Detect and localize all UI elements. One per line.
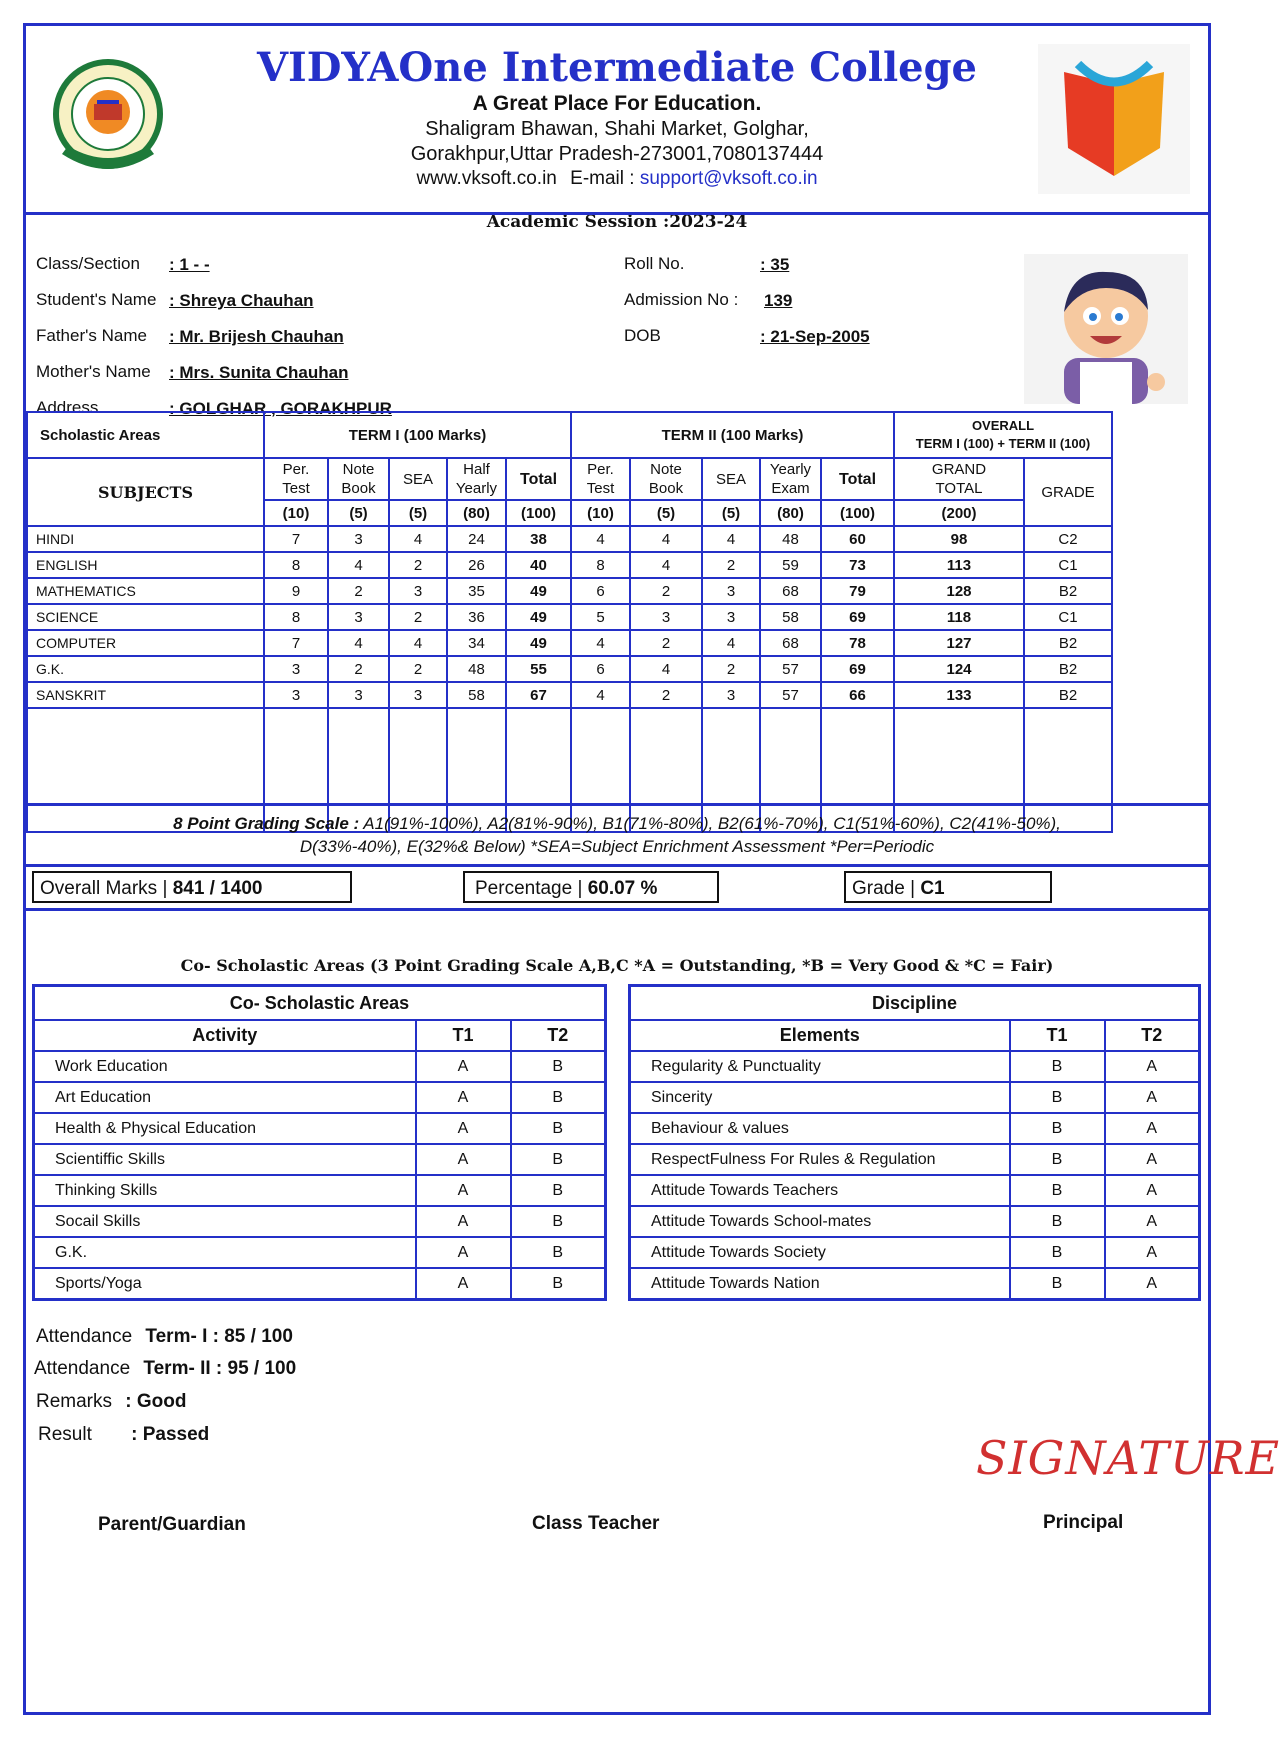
co-scholastic-t1-grade: A [416, 1175, 511, 1206]
term1-mark: 3 [328, 526, 389, 552]
term1-col-header [447, 458, 506, 500]
co-scholastic-t2-grade: B [511, 1175, 606, 1206]
table-row [27, 526, 1112, 552]
discipline-table [628, 984, 1201, 1301]
table-row [34, 1237, 606, 1268]
max-marks: (10) [264, 500, 328, 526]
term1-col-header [264, 458, 328, 500]
result-value: : Passed [131, 1424, 210, 1445]
co-scholastic-t2-grade: B [511, 1144, 606, 1175]
header-line: Note [342, 461, 375, 478]
header-line: Exam [771, 480, 810, 497]
discipline-t2-grade: A [1105, 1144, 1200, 1175]
discipline-t1-header: T1 [1010, 1020, 1105, 1051]
academic-session: Academic Session :2023-24 [486, 212, 748, 232]
discipline-header-row [630, 1020, 1200, 1051]
header-line: Half [463, 461, 490, 478]
term2-col-header: Total [821, 458, 894, 500]
overall-marks-label: Overall Marks | [40, 878, 168, 899]
table-row [27, 604, 1112, 630]
college-name: VIDYAOne Intermediate College [256, 44, 978, 91]
grand-total: 113 [894, 552, 1024, 578]
header-line: Test [586, 480, 615, 497]
term2-mark: 58 [760, 604, 821, 630]
term1-mark: 8 [264, 552, 328, 578]
student-photo-avatar-icon [1024, 254, 1188, 404]
term1-mark: 35 [447, 578, 506, 604]
co-scholastic-item-name: G.K. [34, 1237, 416, 1268]
subject-name: MATHEMATICS [27, 578, 264, 604]
term2-mark: 4 [630, 552, 702, 578]
term1-mark: 7 [264, 630, 328, 656]
grand-total: 127 [894, 630, 1024, 656]
co-scholastic-name-header: Activity [34, 1020, 416, 1051]
scholastic-areas-header: Scholastic Areas [27, 412, 264, 458]
discipline-item-name: Behaviour & values [630, 1113, 1010, 1144]
co-scholastic-header-row [34, 1020, 606, 1051]
term1-mark: 9 [264, 578, 328, 604]
co-scholastic-title: Co- Scholastic Areas [34, 986, 606, 1021]
term2-mark: 6 [571, 578, 630, 604]
co-scholastic-item-name: Sports/Yoga [34, 1268, 416, 1300]
college-address-line2: Gorakhpur,Uttar Pradesh-273001,7080137444 [410, 143, 824, 165]
discipline-item-name: RespectFulness For Rules & Regulation [630, 1144, 1010, 1175]
header-line: Per. [587, 461, 614, 478]
class-value: : 1 - - [169, 255, 210, 274]
discipline-t1-grade: B [1010, 1144, 1105, 1175]
admission-label: Admission No : [624, 290, 739, 309]
header-line: TERM I (100) + TERM II (100) [915, 436, 1091, 451]
header [26, 26, 1208, 232]
discipline-t1-grade: B [1010, 1237, 1105, 1268]
term1-mark: 3 [264, 682, 328, 708]
admission-value: 139 [764, 291, 793, 310]
student-name-value: : Shreya Chauhan [169, 291, 314, 310]
term2-mark: 48 [760, 526, 821, 552]
table-row [630, 1051, 1200, 1082]
grand-total: 98 [894, 526, 1024, 552]
percentage-box [463, 871, 719, 903]
max-marks: (5) [630, 500, 702, 526]
table-row [34, 1144, 606, 1175]
max-marks: (5) [328, 500, 389, 526]
term1-mark: 3 [328, 604, 389, 630]
term1-mark: 2 [389, 552, 447, 578]
roll-value: : 35 [760, 255, 790, 274]
discipline-t1-grade: B [1010, 1113, 1105, 1144]
subjects-header: SUBJECTS [27, 458, 264, 526]
co-scholastic-t2-grade: B [511, 1082, 606, 1113]
term1-col-header [328, 458, 389, 500]
discipline-t2-grade: A [1105, 1268, 1200, 1300]
table-row [34, 1082, 606, 1113]
term2-mark: 68 [760, 578, 821, 604]
term2-col-header: SEA [702, 458, 760, 500]
address-label: Address [36, 398, 99, 417]
term2-mark: 6 [571, 656, 630, 682]
term1-mark: 48 [447, 656, 506, 682]
class-teacher-label: Class Teacher [532, 1513, 660, 1534]
term2-mark: 4 [630, 656, 702, 682]
max-marks: (100) [506, 500, 571, 526]
term2-mark: 78 [821, 630, 894, 656]
result [38, 1424, 209, 1446]
term1-mark: 2 [389, 656, 447, 682]
overall-header [894, 412, 1112, 458]
grade: B2 [1024, 578, 1112, 604]
term2-mark: 4 [702, 526, 760, 552]
co-scholastic-t2-grade: B [511, 1206, 606, 1237]
grade: C1 [1024, 552, 1112, 578]
term1-mark: 4 [328, 630, 389, 656]
table-row [27, 656, 1112, 682]
term2-mark: 57 [760, 656, 821, 682]
grand-total: 133 [894, 682, 1024, 708]
discipline-t1-grade: B [1010, 1268, 1105, 1300]
principal-label: Principal [1043, 1512, 1124, 1533]
subject-name: G.K. [27, 656, 264, 682]
grand-total: 128 [894, 578, 1024, 604]
website-link[interactable]: www.vksoft.co.in [416, 168, 557, 189]
table-row [34, 1051, 606, 1082]
max-marks: (80) [447, 500, 506, 526]
divider [26, 864, 1208, 867]
remarks [36, 1391, 187, 1413]
divider [26, 803, 1208, 806]
contact-line [26, 168, 1208, 190]
table-row [630, 1206, 1200, 1237]
term1-mark: 2 [328, 656, 389, 682]
percentage-value: 60.07 % [587, 878, 658, 899]
term1-mark: 34 [447, 630, 506, 656]
attendance-label: Attendance [34, 1358, 131, 1379]
table-row [27, 552, 1112, 578]
term1-mark: 24 [447, 526, 506, 552]
marks-column-row [27, 458, 1112, 500]
scholastic-marks-table [26, 411, 1113, 833]
co-scholastic-item-name: Thinking Skills [34, 1175, 416, 1206]
term2-mark: 2 [630, 630, 702, 656]
roll-label: Roll No. [624, 254, 685, 273]
term2-mark: 4 [702, 630, 760, 656]
max-marks: (10) [571, 500, 630, 526]
term1-mark: 3 [328, 682, 389, 708]
table-row [34, 1206, 606, 1237]
percentage-label: Percentage | [475, 878, 583, 899]
co-scholastic-title-row [34, 986, 606, 1021]
term2-mark: 3 [702, 604, 760, 630]
header-line: Yearly [455, 480, 498, 497]
email-link[interactable]: support@vksoft.co.in [639, 168, 818, 189]
discipline-t2-header: T2 [1105, 1020, 1200, 1051]
discipline-t1-grade: B [1010, 1082, 1105, 1113]
term2-mark: 3 [702, 682, 760, 708]
grade-header: GRADE [1024, 458, 1112, 526]
co-scholastic-t2-header: T2 [511, 1020, 606, 1051]
grand-max-marks: (200) [894, 500, 1024, 526]
table-row [27, 578, 1112, 604]
term2-mark: 57 [760, 682, 821, 708]
discipline-t2-grade: A [1105, 1175, 1200, 1206]
co-scholastic-t2-grade: B [511, 1051, 606, 1082]
term2-mark: 3 [630, 604, 702, 630]
header-line: Book [341, 480, 376, 497]
co-scholastic-t1-header: T1 [416, 1020, 511, 1051]
term2-mark: 2 [702, 656, 760, 682]
header-line: OVERALL [971, 418, 1035, 433]
email-label: E-mail : [570, 168, 635, 189]
discipline-item-name: Attitude Towards Society [630, 1237, 1010, 1268]
table-row [27, 630, 1112, 656]
co-scholastic-item-name: Work Education [34, 1051, 416, 1082]
grade: B2 [1024, 682, 1112, 708]
mother-name-label: Mother's Name [36, 362, 151, 381]
term1-mark: 8 [264, 604, 328, 630]
term1-mark: 49 [506, 630, 571, 656]
term1-mark: 55 [506, 656, 571, 682]
co-scholastic-item-name: Health & Physical Education [34, 1113, 416, 1144]
grand-total: 118 [894, 604, 1024, 630]
term2-header: TERM II (100 Marks) [571, 412, 894, 458]
dob-label: DOB [624, 326, 661, 345]
discipline-item-name: Attitude Towards Teachers [630, 1175, 1010, 1206]
term2-mark: 2 [702, 552, 760, 578]
term2-mark: 59 [760, 552, 821, 578]
table-row [34, 1268, 606, 1300]
co-scholastic-t2-grade: B [511, 1113, 606, 1144]
term2-mark: 68 [760, 630, 821, 656]
marks-header-row [27, 412, 1112, 458]
subject-name: ENGLISH [27, 552, 264, 578]
grading-scale-lead: 8 Point Grading Scale : [173, 814, 360, 833]
discipline-item-name: Sincerity [630, 1082, 1010, 1113]
attendance-term1 [36, 1326, 293, 1348]
header-line: Per. [282, 461, 310, 478]
term1-mark: 36 [447, 604, 506, 630]
table-row [630, 1113, 1200, 1144]
co-scholastic-t1-grade: A [416, 1082, 511, 1113]
table-row [34, 1113, 606, 1144]
table-row [630, 1237, 1200, 1268]
term2-mark: 5 [571, 604, 630, 630]
term2-mark: 60 [821, 526, 894, 552]
term1-mark: 67 [506, 682, 571, 708]
max-marks: (5) [389, 500, 447, 526]
attendance-label: Attendance [36, 1326, 133, 1347]
attendance-term2-value: Term- II : 95 / 100 [143, 1358, 297, 1379]
co-scholastic-t2-grade: B [511, 1268, 606, 1300]
header-line: Test [282, 480, 310, 497]
term1-mark: 4 [389, 630, 447, 656]
attendance-term2 [34, 1358, 296, 1380]
term2-mark: 4 [571, 526, 630, 552]
attendance-term1-value: Term- I : 85 / 100 [145, 1326, 293, 1347]
father-name-value: : Mr. Brijesh Chauhan [169, 327, 344, 346]
table-row [630, 1144, 1200, 1175]
term2-mark: 69 [821, 604, 894, 630]
co-scholastic-item-name: Socail Skills [34, 1206, 416, 1237]
co-scholastic-title: Co- Scholastic Areas (3 Point Grading Scale A,B,C *A = Outstanding, *B = Very Good & *C = Fair) [180, 956, 1054, 975]
term2-col-header [760, 458, 821, 500]
term1-mark: 26 [447, 552, 506, 578]
discipline-title: Discipline [630, 986, 1200, 1021]
header-line: GRAND [931, 461, 987, 478]
discipline-t2-grade: A [1105, 1237, 1200, 1268]
subject-name: SCIENCE [27, 604, 264, 630]
discipline-t1-grade: B [1010, 1051, 1105, 1082]
address-value: : GOLGHAR , GORAKHPUR [169, 399, 392, 418]
co-scholastic-t1-grade: A [416, 1206, 511, 1237]
discipline-item-name: Attitude Towards Nation [630, 1268, 1010, 1300]
co-scholastic-t1-grade: A [416, 1268, 511, 1300]
table-row [630, 1082, 1200, 1113]
report-card [23, 23, 1280, 1715]
term1-header: TERM I (100 Marks) [264, 412, 571, 458]
max-marks: (80) [760, 500, 821, 526]
divider [26, 212, 1208, 215]
table-row [630, 1175, 1200, 1206]
subject-name: HINDI [27, 526, 264, 552]
term1-mark: 7 [264, 526, 328, 552]
term1-col-header: SEA [389, 458, 447, 500]
term2-mark: 66 [821, 682, 894, 708]
term1-mark: 58 [447, 682, 506, 708]
co-scholastic-item-name: Art Education [34, 1082, 416, 1113]
term1-mark: 3 [389, 682, 447, 708]
term1-mark: 3 [264, 656, 328, 682]
max-marks: (5) [702, 500, 760, 526]
grade: B2 [1024, 630, 1112, 656]
table-row [34, 1175, 606, 1206]
discipline-t1-grade: B [1010, 1206, 1105, 1237]
mother-name-value: : Mrs. Sunita Chauhan [169, 363, 349, 382]
grade: C1 [1024, 604, 1112, 630]
co-scholastic-t1-grade: A [416, 1144, 511, 1175]
header-line: TOTAL [935, 480, 983, 497]
header-line: Yearly [769, 461, 812, 478]
remarks-value: : Good [125, 1391, 187, 1412]
term2-mark: 8 [571, 552, 630, 578]
open-book-logo-icon [1038, 44, 1190, 194]
college-tagline: A Great Place For Education. [472, 92, 762, 115]
term1-mark: 4 [328, 552, 389, 578]
table-row [630, 1268, 1200, 1300]
principal-signature: SIGNATURE [976, 1431, 1280, 1485]
max-marks: (100) [821, 500, 894, 526]
grading-scale-line1: A1(91%-100%), A2(81%-90%), B1(71%-80%), B2(61%-70%), C1(51%-60%), C2(41%-50%), [359, 814, 1061, 833]
grade-box [844, 871, 1052, 903]
term1-mark: 40 [506, 552, 571, 578]
term2-mark: 73 [821, 552, 894, 578]
divider [26, 908, 1208, 911]
co-scholastic-t1-grade: A [416, 1051, 511, 1082]
header-line: Note [650, 461, 682, 478]
term2-col-header [571, 458, 630, 500]
discipline-item-name: Attitude Towards School-mates [630, 1206, 1010, 1237]
grade: C2 [1024, 526, 1112, 552]
grand-total-header [894, 458, 1024, 500]
subject-name: COMPUTER [27, 630, 264, 656]
overall-marks-box [32, 871, 352, 903]
term2-mark: 79 [821, 578, 894, 604]
term2-mark: 4 [571, 682, 630, 708]
co-scholastic-item-name: Scientiffic Skills [34, 1144, 416, 1175]
overall-marks-value: 841 / 1400 [172, 878, 263, 899]
term1-col-header: Total [506, 458, 571, 500]
grade-value: C1 [920, 878, 945, 899]
term2-mark: 4 [571, 630, 630, 656]
term2-col-header [630, 458, 702, 500]
discipline-name-header: Elements [630, 1020, 1010, 1051]
discipline-t2-grade: A [1105, 1206, 1200, 1237]
grading-scale-note [26, 812, 1208, 858]
father-name-label: Father's Name [36, 326, 147, 345]
term2-mark: 2 [630, 682, 702, 708]
term1-mark: 38 [506, 526, 571, 552]
college-address-line1: Shaligram Bhawan, Shahi Market, Golghar, [425, 118, 809, 140]
co-scholastic-t2-grade: B [511, 1237, 606, 1268]
discipline-title-row [630, 986, 1200, 1021]
grade: B2 [1024, 656, 1112, 682]
term1-mark: 49 [506, 604, 571, 630]
grand-total: 124 [894, 656, 1024, 682]
term2-mark: 4 [630, 526, 702, 552]
term2-mark: 2 [630, 578, 702, 604]
class-label: Class/Section [36, 254, 140, 273]
discipline-item-name: Regularity & Punctuality [630, 1051, 1010, 1082]
term1-mark: 49 [506, 578, 571, 604]
student-name-label: Student's Name [36, 290, 157, 309]
co-scholastic-t1-grade: A [416, 1113, 511, 1144]
table-row [27, 682, 1112, 708]
discipline-t1-grade: B [1010, 1175, 1105, 1206]
remarks-label: Remarks [36, 1391, 113, 1412]
co-scholastic-t1-grade: A [416, 1237, 511, 1268]
result-label: Result [38, 1424, 92, 1445]
discipline-t2-grade: A [1105, 1051, 1200, 1082]
header-line: Book [648, 480, 684, 497]
parent-guardian-label: Parent/Guardian [98, 1514, 246, 1535]
subject-name: SANSKRIT [27, 682, 264, 708]
term1-mark: 3 [389, 578, 447, 604]
co-scholastic-table [32, 984, 607, 1301]
discipline-t2-grade: A [1105, 1082, 1200, 1113]
grade-label: Grade | [852, 878, 916, 899]
grading-scale-line2: D(33%-40%), E(32%& Below) *SEA=Subject Enrichment Assessment *Per=Periodic [299, 837, 935, 856]
term2-mark: 3 [702, 578, 760, 604]
dob-value: : 21-Sep-2005 [760, 327, 870, 346]
term2-mark: 69 [821, 656, 894, 682]
term1-mark: 4 [389, 526, 447, 552]
term1-mark: 2 [328, 578, 389, 604]
term1-mark: 2 [389, 604, 447, 630]
discipline-t2-grade: A [1105, 1113, 1200, 1144]
